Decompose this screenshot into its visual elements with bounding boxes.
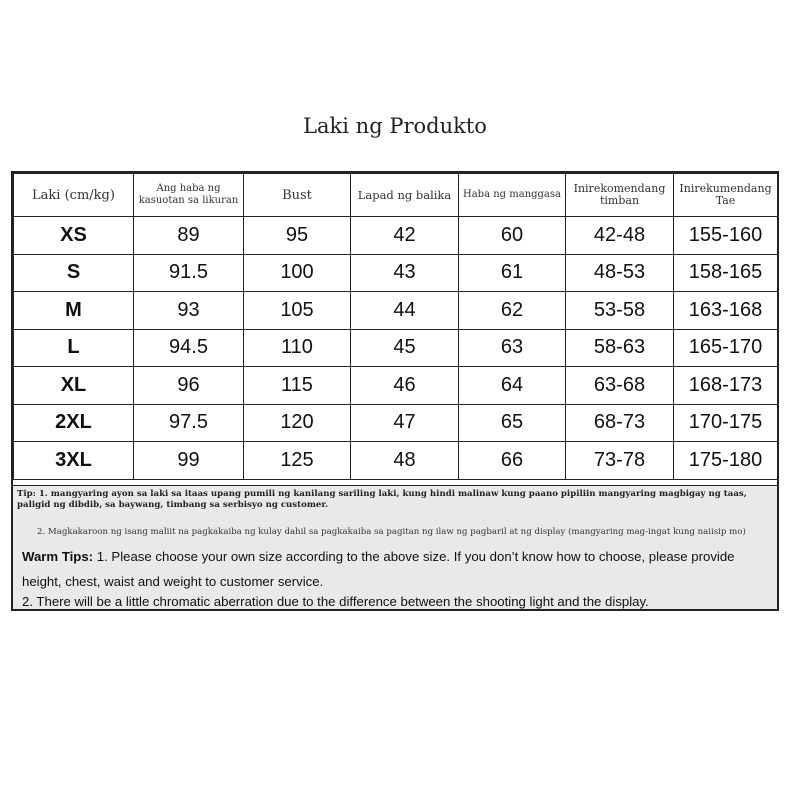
table-cell: 91.5 [134,254,244,292]
size-table [13,173,778,480]
notes-panel [13,485,777,609]
table-cell: 175-180 [674,442,778,480]
size-chart [11,171,779,611]
table-cell: 65 [459,404,566,442]
table-cell: 125 [244,442,351,480]
table-cell: 89 [134,217,244,255]
column-header: Inirekumendang Tae [674,174,778,217]
size-label-cell: 3XL [14,442,134,480]
table-cell: 66 [459,442,566,480]
table-cell: 45 [351,329,459,367]
table-cell: 96 [134,367,244,405]
table-cell: 163-168 [674,292,778,330]
table-cell: 155-160 [674,217,778,255]
table-cell: 115 [244,367,351,405]
table-cell: 168-173 [674,367,778,405]
table-cell: 100 [244,254,351,292]
table-cell: 64 [459,367,566,405]
table-cell: 99 [134,442,244,480]
table-cell: 158-165 [674,254,778,292]
table-cell: 63-68 [566,367,674,405]
column-header: Laki (cm/kg) [14,174,134,217]
table-cell: 94.5 [134,329,244,367]
column-header: Lapad ng balika [351,174,459,217]
table-cell: 60 [459,217,566,255]
table-cell: 120 [244,404,351,442]
table-row [14,404,778,442]
column-header: Inirekomendang timban [566,174,674,217]
tip-note-2: 2. Magkakaroon ng isang maliit na pagkakaiba ng kulay dahil sa pagkakaiba sa pagitan ng ilaw ng pagbaril at ng display (mangyaring mag-ingat kung naiisip mo) [37,527,746,537]
table-row [14,442,778,480]
table-cell: 48-53 [566,254,674,292]
table-header-row [14,174,778,217]
table-cell: 58-63 [566,329,674,367]
table-row [14,217,778,255]
warm-tips-label: Warm Tips: [22,549,94,564]
table-cell: 93 [134,292,244,330]
table-cell: 105 [244,292,351,330]
table-cell: 165-170 [674,329,778,367]
table-cell: 42 [351,217,459,255]
table-cell: 53-58 [566,292,674,330]
table-cell: 42-48 [566,217,674,255]
tip-note-1: Tip: 1. mangyaring ayon sa laki sa itaas upang pumili ng kanilang sariling laki, kung hindi malinaw kung paano pipiliin mangyaring magbigay ng taas, paligid ng dibdib, sa baywang, timbang sa serbisyo ng customer. [17,489,747,510]
size-label-cell: XS [14,217,134,255]
table-row [14,329,778,367]
table-row [14,254,778,292]
table-cell: 110 [244,329,351,367]
size-label-cell: 2XL [14,404,134,442]
page-title: Laki ng Produkto [303,114,487,138]
table-cell: 68-73 [566,404,674,442]
size-label-cell: M [14,292,134,330]
column-header: Ang haba ng kasuotan sa likuran [134,174,244,217]
table-cell: 170-175 [674,404,778,442]
warm-tips-text-1: 1. Please choose your own size according to the above size. If you don’t know how to choose, please provide height, chest, waist and weight to customer service. [22,549,735,589]
table-cell: 48 [351,442,459,480]
table-cell: 63 [459,329,566,367]
table-cell: 95 [244,217,351,255]
size-label-cell: S [14,254,134,292]
warm-tips-1 [22,544,767,594]
table-cell: 97.5 [134,404,244,442]
table-row [14,367,778,405]
table-cell: 44 [351,292,459,330]
size-label-cell: XL [14,367,134,405]
size-label-cell: L [14,329,134,367]
table-cell: 73-78 [566,442,674,480]
table-cell: 61 [459,254,566,292]
table-cell: 47 [351,404,459,442]
table-cell: 62 [459,292,566,330]
table-cell: 43 [351,254,459,292]
column-header: Bust [244,174,351,217]
table-cell: 46 [351,367,459,405]
warm-tips-2: 2. There will be a little chromatic aberration due to the difference between the shooting light and the display. [22,594,649,609]
column-header: Haba ng manggasa [459,174,566,217]
table-row [14,292,778,330]
